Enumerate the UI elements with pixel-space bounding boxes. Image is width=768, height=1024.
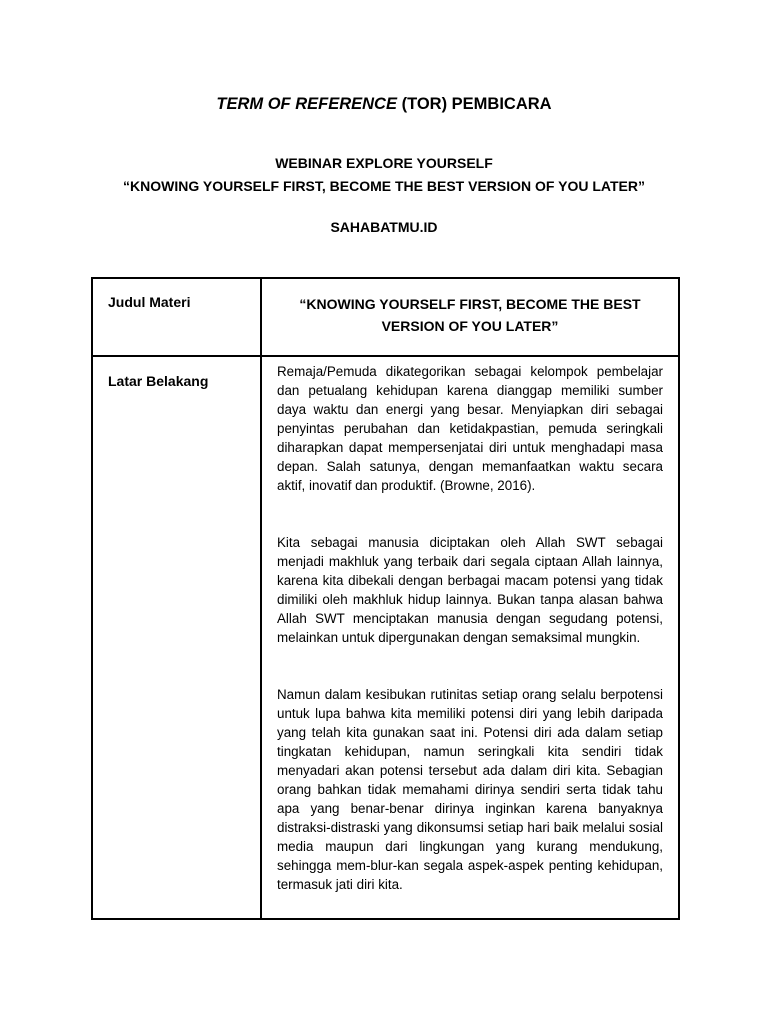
background-paragraph-2: Kita sebagai manusia diciptakan oleh Allah SWT sebagai menjadi makhluk yang terbaik dari segala ciptaan Allah lainnya, karena kita dibekali dengan berbagai macam potensi yang tidak dimiliki oleh makhluk hidup lainnya. Bukan tanpa alasan bahwa Allah SWT menciptakan manusia dengan segudang potensi, melainkan untuk dipergunakan dengan semaksimal mungkin.	[277, 535, 663, 645]
background-paragraph-3: Namun dalam kesibukan rutinitas setiap orang selalu berpotensi untuk lupa bahwa kita memiliki potensi diri yang lebih daripada yang telah kita gunakan saat ini. Potensi diri ada dalam setiap tingkatan kehidupan, namun seringkali kita sendiri tidak menyadari akan potensi tersebut ada dalam diri kita. Sebagian orang bahkan tidak memahami dirinya sendiri serta tidak tahu apa yang benar-benar dirinya inginkan karena banyaknya distraksi-distraski yang dikonsumsi setiap hari baik melalui sosial media maupun dari lingkungan yang kurang mendukung, sehingga mem-blur-kan segala aspek-aspek penting kehidupan, termasuk jati diri kita.	[277, 687, 663, 892]
table-row	[92, 356, 679, 919]
row-value-latar-belakang	[261, 356, 679, 919]
background-paragraph-1: Remaja/Pemuda dikategorikan sebagai kelompok pembelajar dan petualang kehidupan karena dianggap memiliki sumber daya waktu dan energi yang besar. Menyiapkan diri sebagai penyintas perubahan dan ketidakpastian, pemuda seringkali diharapkan dapat mempersenjatai diri untuk menghadapi masa depan. Salah satunya, dengan memanfaatkan waktu secara aktif, inovatif dan produktif. (Browne, 2016).	[277, 364, 663, 493]
table-row	[92, 278, 679, 356]
document-title-italic: TERM OF REFERENCE	[216, 95, 397, 113]
row-label-latar-belakang: Latar Belakang	[92, 356, 261, 919]
row-label-judul-materi: Judul Materi	[92, 278, 261, 356]
organizer-name: SAHABATMU.ID	[330, 219, 438, 235]
document-title	[0, 95, 768, 114]
document-title-rest: (TOR) PEMBICARA	[396, 95, 552, 113]
tor-table	[91, 277, 680, 920]
webinar-theme: “KNOWING YOURSELF FIRST, BECOME THE BEST VERSION OF YOU LATER”	[123, 178, 645, 194]
row-value-judul-materi: “KNOWING YOURSELF FIRST, BECOME THE BEST VERSION OF YOU LATER”	[261, 278, 679, 356]
webinar-name: WEBINAR EXPLORE YOURSELF	[275, 155, 493, 171]
